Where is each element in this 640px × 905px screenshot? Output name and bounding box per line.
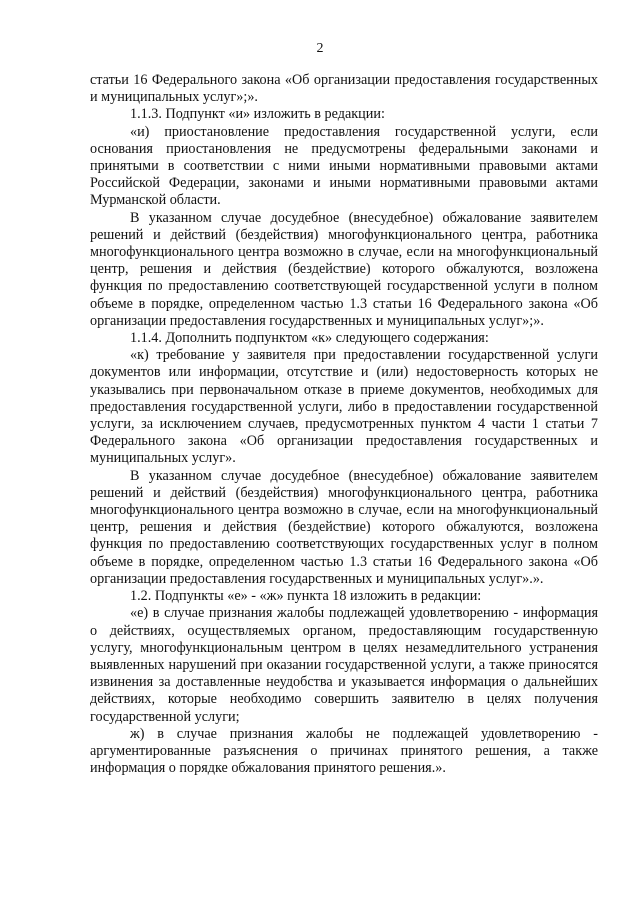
paragraph: В указанном случае досудебное (внесудебное) обжалование заявителем решений и действий (бездействия) многофункционального центра, работника многофункционального центра возможно в случае, если на многофункциональный центр, решения и действия (бездействие) которого обжалуются, возложена функция по предоставлению соответствующих государственных услуг в полном объеме в порядке, определенном частью 1.3 статьи 16 Федерального закона «Об организации предоставления государственных и муниципальных услуг».». bbox=[90, 467, 598, 587]
paragraph: статьи 16 Федерального закона «Об организации предоставления государственных и муниципальных услуг»;». bbox=[90, 72, 598, 106]
paragraph: 1.2. Подпункты «е» - «ж» пункта 18 изложить в редакции: bbox=[130, 588, 482, 605]
paragraph: 1.1.4. Дополнить подпунктом «к» следующего содержания: bbox=[130, 330, 489, 347]
paragraph: «к) требование у заявителя при предоставлении государственной услуги документов или информации, отсутствие и (или) недостоверность которых не указывались при первоначальном отказе в приеме документов, необходимых для предоставления государственной услуги, либо в предоставлении государственной услуги, за исключением случаев, предусмотренных пунктом 4 части 1 статьи 7 Федерального закона «Об организации предоставления государственных и муниципальных услуг». bbox=[90, 347, 598, 467]
document-body bbox=[90, 72, 598, 777]
page-number: 2 bbox=[316, 41, 324, 56]
paragraph: «е) в случае признания жалобы подлежащей удовлетворению - информация о действиях, осуществляемых органом, предоставляющим государственную услугу, многофункциональным центром в целях незамедлительного устранения выявленных нарушений при оказании государственной услуги, а также приносятся извинения за доставленные неудобства и указывается информация о дальнейших действиях, которые необходимо совершить заявителю в целях получения государственной услуги; bbox=[90, 605, 598, 725]
paragraph: «и) приостановление предоставления государственной услуги, если основания приостановления не предусмотрены федеральными законами и принятыми в соответствии с ними иными нормативными правовыми актами Российской Федерации, законами и иными нормативными правовыми актами Мурманской области. bbox=[90, 123, 598, 209]
paragraph: 1.1.3. Подпункт «и» изложить в редакции: bbox=[130, 106, 385, 123]
paragraph: ж) в случае признания жалобы не подлежащей удовлетворению - аргументированные разъяснения о причинах принятого решения, а также информация о порядке обжалования принятого решения.». bbox=[90, 725, 598, 777]
paragraph: В указанном случае досудебное (внесудебное) обжалование заявителем решений и действий (бездействия) многофункционального центра, работника многофункционального центра возможно в случае, если на многофункциональный центр, решения и действия (бездействие) которого обжалуются, возложена функция по предоставлению соответствующей государственной услуги в полном объеме в порядке, определенном частью 1.3 статьи 16 Федерального закона «Об организации предоставления государственных и муниципальных услуг»;». bbox=[90, 209, 598, 329]
